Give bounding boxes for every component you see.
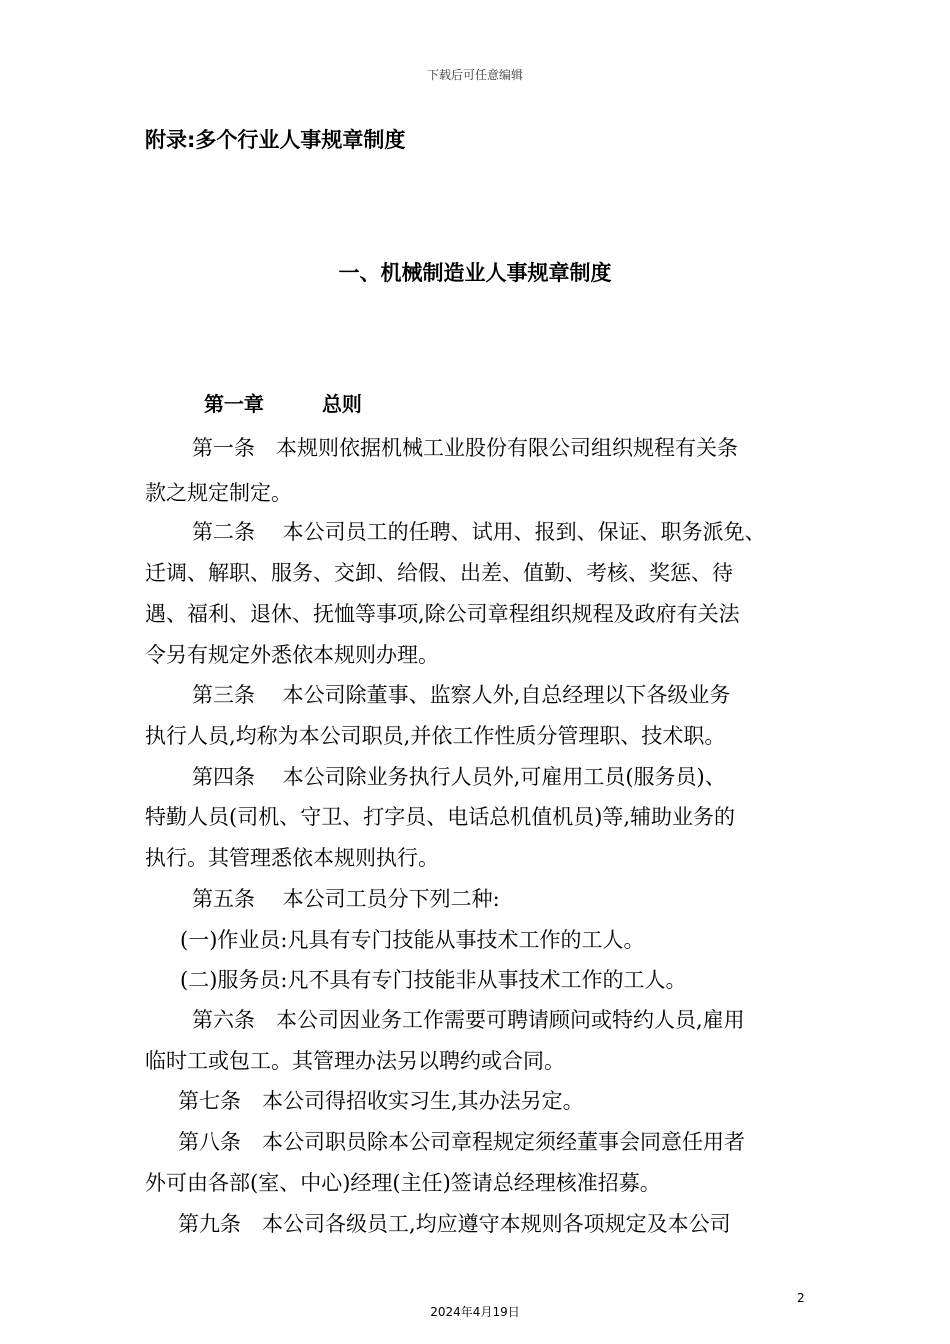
chapter-heading	[190, 364, 362, 417]
body-line: 外可由各部(室、中心)经理(主任)签请总经理核准招募。	[145, 1171, 661, 1195]
body-line: 遇、福利、退休、抚恤等事项,除公司章程组织规程及政府有关法	[145, 602, 740, 626]
header-note: 下载后可任意编辑	[426, 68, 523, 82]
body-line: 第九条 本公司各级员工,均应遵守本规则各项规定及本公司	[178, 1212, 731, 1236]
body-line: 第五条 本公司工员分下列二种:	[192, 887, 500, 911]
appendix-title: 附录:多个行业人事规章制度	[145, 128, 406, 152]
body-line: 执行。其管理悉依本规则执行。	[145, 846, 439, 870]
body-line: 迁调、解职、服务、交卸、给假、出差、值勤、考核、奖惩、待	[145, 561, 733, 585]
page-number: 2	[797, 1291, 805, 1305]
body-line: 第三条 本公司除董事、监察人外,自总经理以下各级业务	[192, 683, 731, 707]
body-line: 第八条 本公司职员除本公司章程规定须经董事会同意任用者	[178, 1130, 745, 1154]
body-line: 第二条 本公司员工的任聘、试用、报到、保证、职务派免、	[192, 520, 766, 544]
chapter-name: 总则	[321, 392, 362, 416]
body-line: 执行人员,均称为本公司职员,并依工作性质分管理职、技术职。	[145, 724, 726, 748]
body-line: 特勤人员(司机、守卫、打字员、电话总机值机员)等,辅助业务的	[145, 805, 736, 829]
body-line: 临时工或包工。其管理办法另以聘约或合同。	[145, 1049, 565, 1073]
body-line: (一)作业员:凡具有专门技能从事技术工作的工人。	[180, 928, 645, 952]
body-line: 第一条 本规则依据机械工业股份有限公司组织规程有关条	[192, 436, 738, 460]
chapter-number: 第一章	[203, 392, 264, 416]
body-line: (二)服务员:凡不具有专门技能非从事技术工作的工人。	[180, 968, 687, 992]
body-line: 款之规定制定。	[145, 481, 292, 505]
body-line: 第七条 本公司得招收实习生,其办法另定。	[178, 1089, 584, 1113]
section-title: 一、机械制造业人事规章制度	[338, 261, 612, 285]
body-line: 第六条 本公司因业务工作需要可聘请顾问或特约人员,雇用	[192, 1008, 745, 1032]
footer-date: 2024年4月19日	[430, 1305, 520, 1319]
body-line: 令另有规定外悉依本规则办理。	[145, 643, 439, 667]
body-line: 第四条 本公司除业务执行人员外,可雇用工员(服务员)、	[192, 765, 726, 789]
